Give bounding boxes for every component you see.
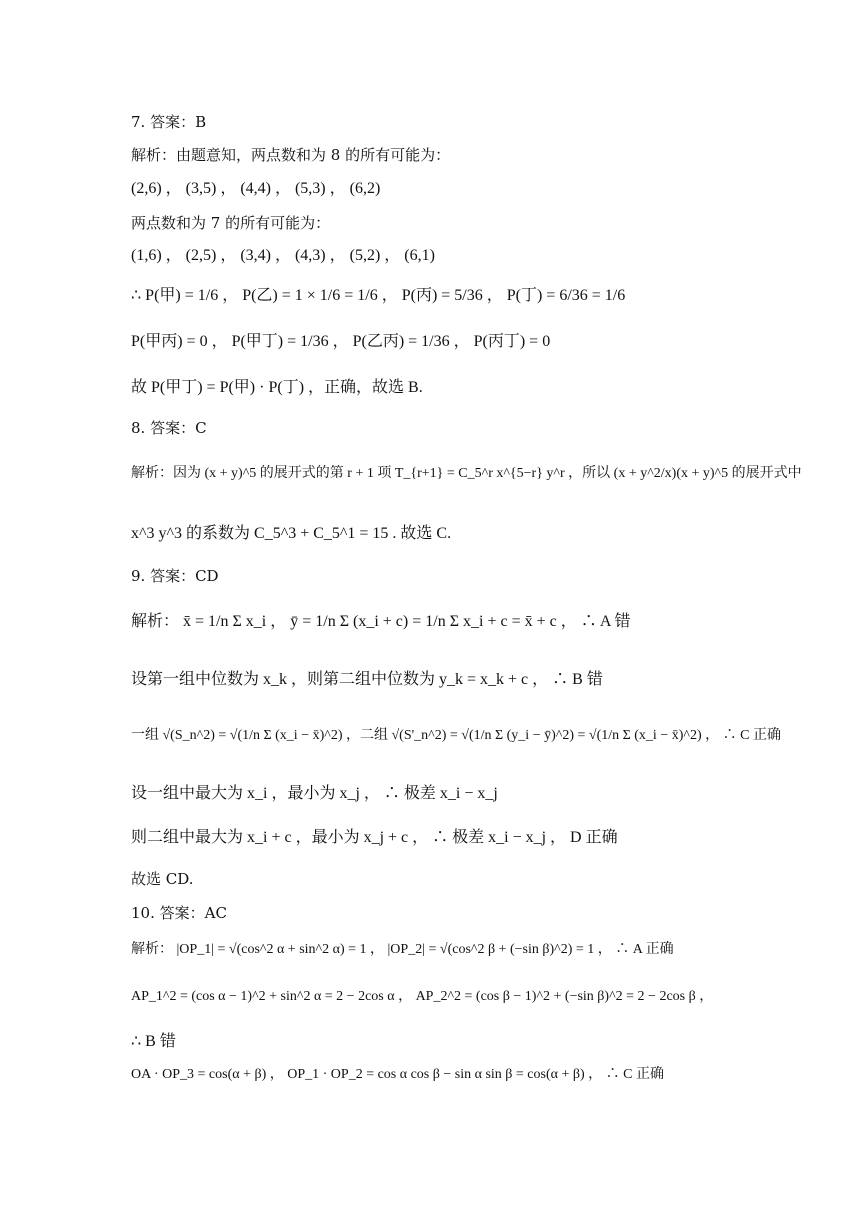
- q8-answer: [131, 418, 207, 438]
- q7-analysis-line-3: [131, 213, 330, 233]
- q8-analysis-text-2: x^3 y^3 的系数为 C_5^3 + C_5^1 = 15 . 故选 C.: [131, 525, 452, 542]
- q9-analysis-line-3: [131, 726, 781, 746]
- q10-analysis-line-2: [131, 987, 713, 1007]
- q7-analysis-line-4: [131, 246, 435, 266]
- q7-analysis-text-4: (1,6) ， (2,5) ， (3,4) ， (4,3) ， (5,2) ， (6,1): [131, 247, 435, 264]
- q9-analysis-text-5: 则二组中最大为 x_i + c ，最小为 x_j + c ， ∴ 极差 x_i − x_j ， D 正确: [131, 829, 618, 846]
- q7-analysis-line-1: [131, 145, 450, 165]
- q7-analysis-text-1: 解析：由题意知，两点数和为 8 的所有可能为：: [131, 146, 451, 164]
- q9-analysis-line-4: [131, 784, 498, 804]
- q9-analysis-text-4: 设一组中最大为 x_i ，最小为 x_j ， ∴ 极差 x_i − x_j: [131, 785, 498, 802]
- q9-answer: [131, 566, 219, 586]
- q8-analysis-line-1: [131, 464, 802, 484]
- q7-analysis-text-3: 两点数和为 7 的所有可能为：: [131, 214, 331, 232]
- q7-analysis-line-2: [131, 179, 380, 199]
- q10-analysis-line-3: [131, 1032, 176, 1052]
- q9-analysis-text-1: 解析： x̄ = 1/n Σ x_i ， ȳ = 1/n Σ (x_i + c) = 1/n Σ x_i + c = x̄ + c ， ∴ A 错: [131, 613, 631, 630]
- q7-answer: [131, 112, 206, 132]
- q10-analysis-text-4: OA · OP_3 = cos(α + β) ， OP_1 · OP_2 = cos α cos β − sin α sin β = cos(α + β) ， ∴ C 正确: [131, 1067, 664, 1082]
- q7-conclusion-text: 故 P(甲丁) = P(甲) · P(丁) ，正确，故选 B.: [131, 379, 423, 396]
- q10-answer-text: 10. 答案：AC: [131, 904, 227, 922]
- q7-joint-probabilities-text: P(甲丙) = 0 ， P(甲丁) = 1/36 ， P(乙丙) = 1/36 ， P(丙丁) = 0: [131, 333, 551, 350]
- q9-analysis-text-2: 设第一组中位数为 x_k ，则第二组中位数为 y_k = x_k + c ， ∴ B 错: [131, 671, 603, 688]
- q7-answer-text: 7. 答案：B: [131, 113, 207, 131]
- q7-conclusion: [131, 378, 423, 398]
- q9-conclusion-text: 故选 CD.: [131, 870, 194, 888]
- q9-analysis-line-2: [131, 670, 603, 690]
- q9-analysis-line-1: [131, 612, 631, 632]
- q10-analysis-line-4: [131, 1065, 664, 1085]
- q7-probabilities: [131, 286, 625, 306]
- q9-analysis-line-5: [131, 828, 618, 848]
- q8-answer-text: 8. 答案：C: [131, 419, 207, 437]
- q9-analysis-text-3: 一组 √(S_n^2) = √(1/n Σ (x_i − x̄)^2) ，二组 √(S'_n^2) = √(1/n Σ (y_i − ȳ)^2) = √(1/n Σ (x_i − x̄)^2) ， ∴ C 正确: [131, 728, 781, 743]
- q9-answer-text: 9. 答案：CD: [131, 567, 219, 585]
- q8-analysis-text-1: 解析：因为 (x + y)^5 的展开式的第 r + 1 项 T_{r+1} = C_5^r x^{5−r} y^r ，所以 (x + y^2/x)(x + y)^5 的展开式中: [131, 466, 802, 481]
- q10-analysis-line-1: [131, 940, 674, 960]
- q8-analysis-line-2: [131, 524, 451, 544]
- q10-analysis-text-1: 解析： |OP_1| = √(cos^2 α + sin^2 α) = 1 ， |OP_2| = √(cos^2 β + (−sin β)^2) = 1 ， ∴ A 正确: [131, 942, 674, 957]
- q7-probabilities-text: ∴ P(甲) = 1/6 ， P(乙) = 1 × 1/6 = 1/6 ， P(丙) = 5/36 ， P(丁) = 6/36 = 1/6: [131, 287, 626, 304]
- q10-answer: [131, 903, 227, 923]
- q7-joint-probabilities: [131, 332, 550, 352]
- q10-analysis-text-2: AP_1^2 = (cos α − 1)^2 + sin^2 α = 2 − 2cos α ， AP_2^2 = (cos β − 1)^2 + (−sin β)^2 = 2 − 2cos β ，: [131, 989, 714, 1004]
- q7-analysis-text-2: (2,6) ， (3,5) ， (4,4) ， (5,3) ， (6,2): [131, 180, 381, 197]
- q10-analysis-text-3: ∴ B 错: [131, 1033, 176, 1050]
- q9-conclusion: [131, 869, 194, 889]
